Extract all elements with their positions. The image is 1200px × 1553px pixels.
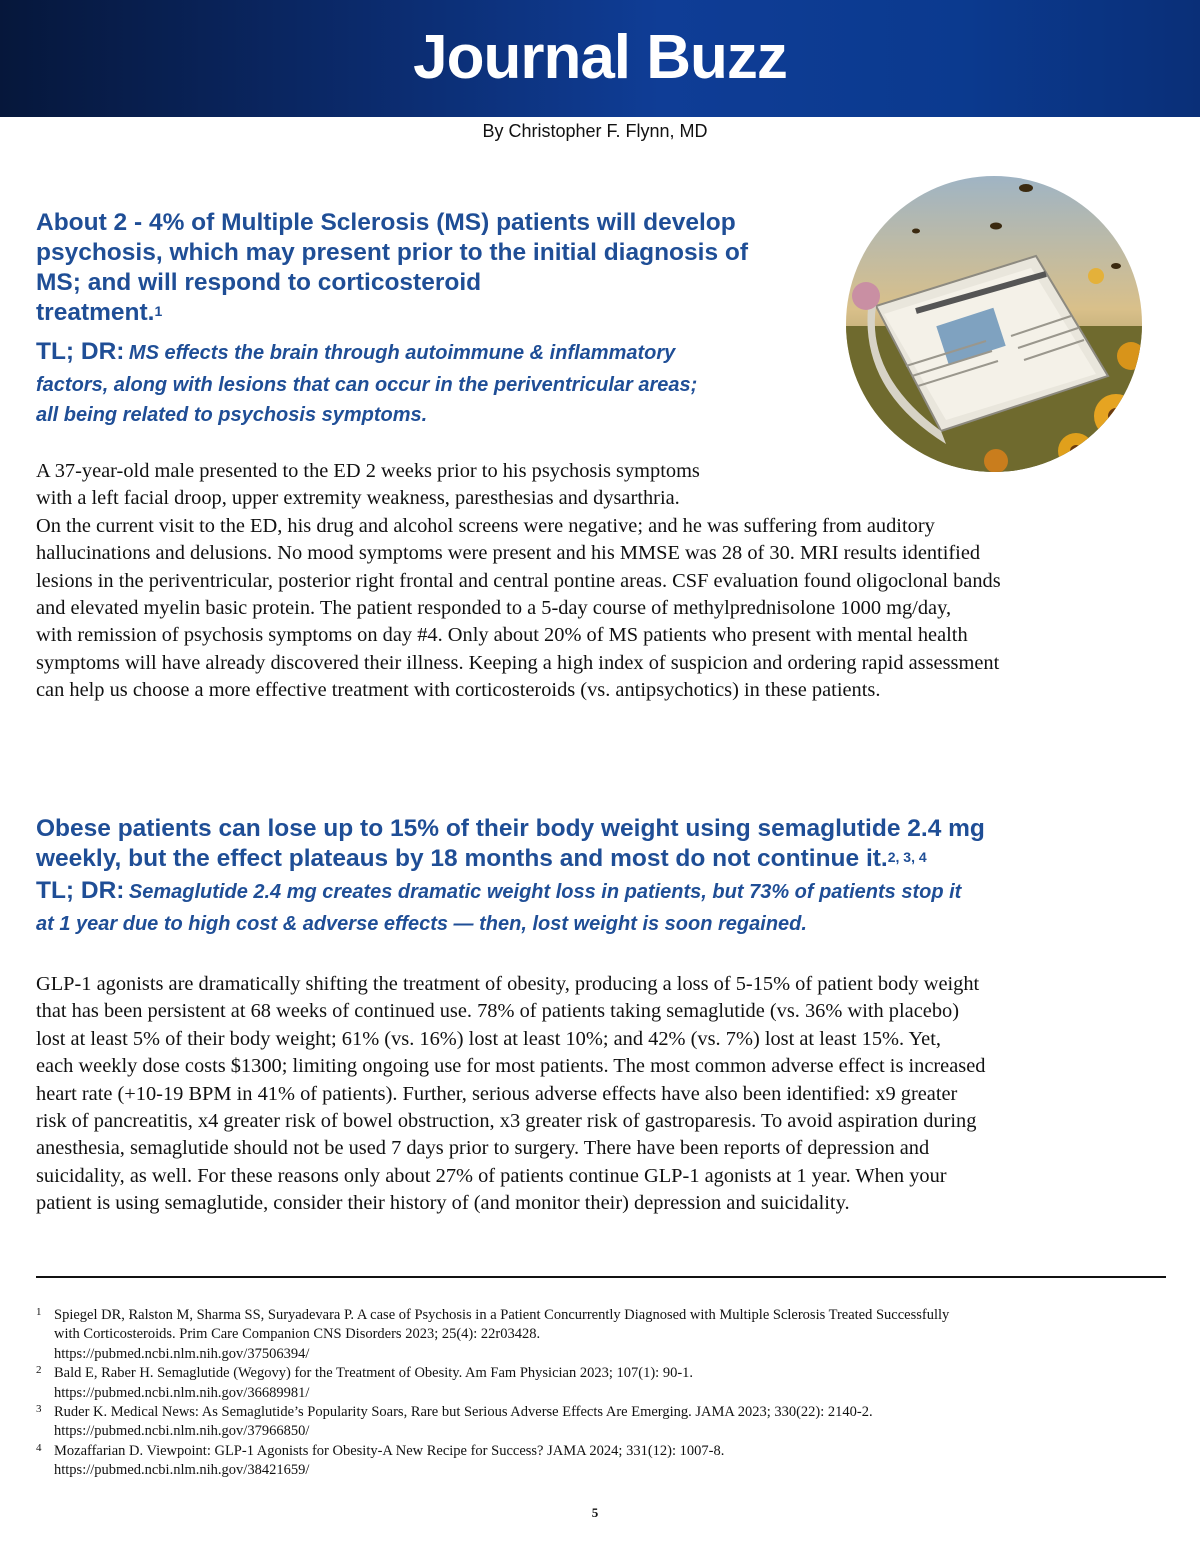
tldr-label: TL; DR: (36, 338, 125, 365)
footnote-number: 1 (36, 1306, 42, 1318)
header-banner (0, 0, 1200, 117)
footnote-item: 2 Bald E, Raber H. Semaglutide (Wegovy) for the Treatment of Obesity. Am Fam Physician 2023; 107(1): 90-1. https://pubmed.ncbi.nlm.nih.gov/36689981/ (36, 1364, 1171, 1403)
article2-body: GLP-1 agonists are dramatically shifting the treatment of obesity, producing a loss of 5-15% of patient body weight that has been persistent at 68 weeks of continued use. 78% of patients taking semaglutide (vs. 36% with placebo) lost at least 5% of their body weight; 61% (vs. 16%) lost at least 10%; and 42% (vs. 7%) lost at least 15%. Yet, each weekly dose costs $1300; limiting ongoing use for most patients. The most common adverse effect is increased heart rate (+10-19 BPM in 41% of patients). Further, serious adverse effects have also been identified: x9 greater risk of pancreatitis, x4 greater risk of bowel obstruction, x3 greater risk of gastroparesis. To avoid aspiration during anesthesia, semaglutide should not be used 7 days prior to surgery. There have been reports of depression and suicidality, as well. For these reasons only about 27% of patients continue GLP-1 agonists at 1 year. When your patient is using semaglutide, consider their history of (and monitor their) depression and suicidality. (36, 973, 986, 1215)
footnote-link[interactable]: https://pubmed.ncbi.nlm.nih.gov/37506394/ (54, 1345, 310, 1362)
footnote-item: 1 Spiegel DR, Ralston M, Sharma SS, Suryadevara P. A case of Psychosis in a Patient Concurrently Diagnosed with Multiple Sclerosis Treated Successfully with Corticosteroids. Prim Care Companion CNS Disorders 2023; 25(4): 22r03428. https://pubmed.ncbi.nlm.nih.gov/37506394/ (36, 1306, 1171, 1364)
article2-tldr: TL; DR: Semaglutide 2.4 mg creates dramatic weight loss in patients, but 73% of patients stop it at 1 year due to high cost & adverse effects — then, lost weight is soon regained. (36, 877, 962, 935)
footnote-divider (36, 1276, 1166, 1278)
footnote-item: 4 Mozaffarian D. Viewpoint: GLP-1 Agonists for Obesity-A New Recipe for Success? JAMA 2024; 331(12): 1007-8. https://pubmed.ncbi.nlm.nih.gov/38421659/ (36, 1442, 1171, 1481)
footnote-link[interactable]: https://pubmed.ncbi.nlm.nih.gov/36689981/ (54, 1384, 310, 1401)
byline: By Christopher F. Flynn, MD (482, 121, 708, 141)
article2-headline: Obese patients can lose up to 15% of their body weight using semaglutide 2.4 mg weekly, but the effect plateaus by 18 months and most do not continue it.$^{2, 3, 4}$ (36, 815, 985, 872)
footnote-number: 2 (36, 1364, 42, 1377)
footnote-link[interactable]: https://pubmed.ncbi.nlm.nih.gov/38421659/ (54, 1462, 310, 1479)
article1-tldr: TL; DR: MS effects the brain through autoimmune & inflammatory factors, along with lesions that can occur in the periventricular areas; all being related to psychosis symptoms. (36, 338, 698, 426)
footnote-item: 3 Ruder K. Medical News: As Semaglutide’s Popularity Soars, Rare but Serious Adverse Effects Are Emerging. JAMA 2023; 330(22): 2140-2. https://pubmed.ncbi.nlm.nih.gov/37966850/ (36, 1403, 1171, 1442)
footnotes (36, 1306, 1171, 1481)
tldr-label: TL; DR: (36, 877, 125, 904)
footnote-ref: 2, 3, 4 (887, 849, 927, 865)
footnote-ref: 1 (154, 303, 163, 319)
footnote-number: 3 (36, 1403, 42, 1416)
footnote-number: 4 (36, 1441, 42, 1454)
article1-headline: About 2 - 4% of Multiple Sclerosis (MS) patients will develop psychosis, which may present prior to the initial diagnosis of MS; and will respond to corticosteroid treatment.$^1$ (36, 209, 748, 326)
newspaper-flower-field-image (846, 176, 1142, 472)
footnote-link[interactable]: https://pubmed.ncbi.nlm.nih.gov/37966850/ (54, 1423, 310, 1440)
article1-body: A 37-year-old male presented to the ED 2 weeks prior to his psychosis symptoms with a left facial droop, upper extremity weakness, paresthesias and dysarthria. On the current visit to the ED, his drug and alcohol screens were negative; and he was suffering from auditory hallucinations and delusions. No mood symptoms were present and his MMSE was 28 of 30. MRI results identified lesions in the periventricular, posterior right frontal and central pontine areas. CSF evaluation found oligoclonal bands and elevated myelin basic protein. The patient responded to a 5-day course of methylprednisolone 1000 mg/day, with remission of psychosis symptoms on day #4. Only about 20% of MS patients who present with mental health symptoms will have already discovered their illness. Keeping a high index of suspicion and ordering rapid assessment can help us choose a more effective treatment with corticosteroids (vs. antipsychotics) in these patients. (36, 460, 1001, 702)
page-title: Journal Buzz (413, 23, 787, 92)
page-number: 5 (591, 1505, 599, 1520)
